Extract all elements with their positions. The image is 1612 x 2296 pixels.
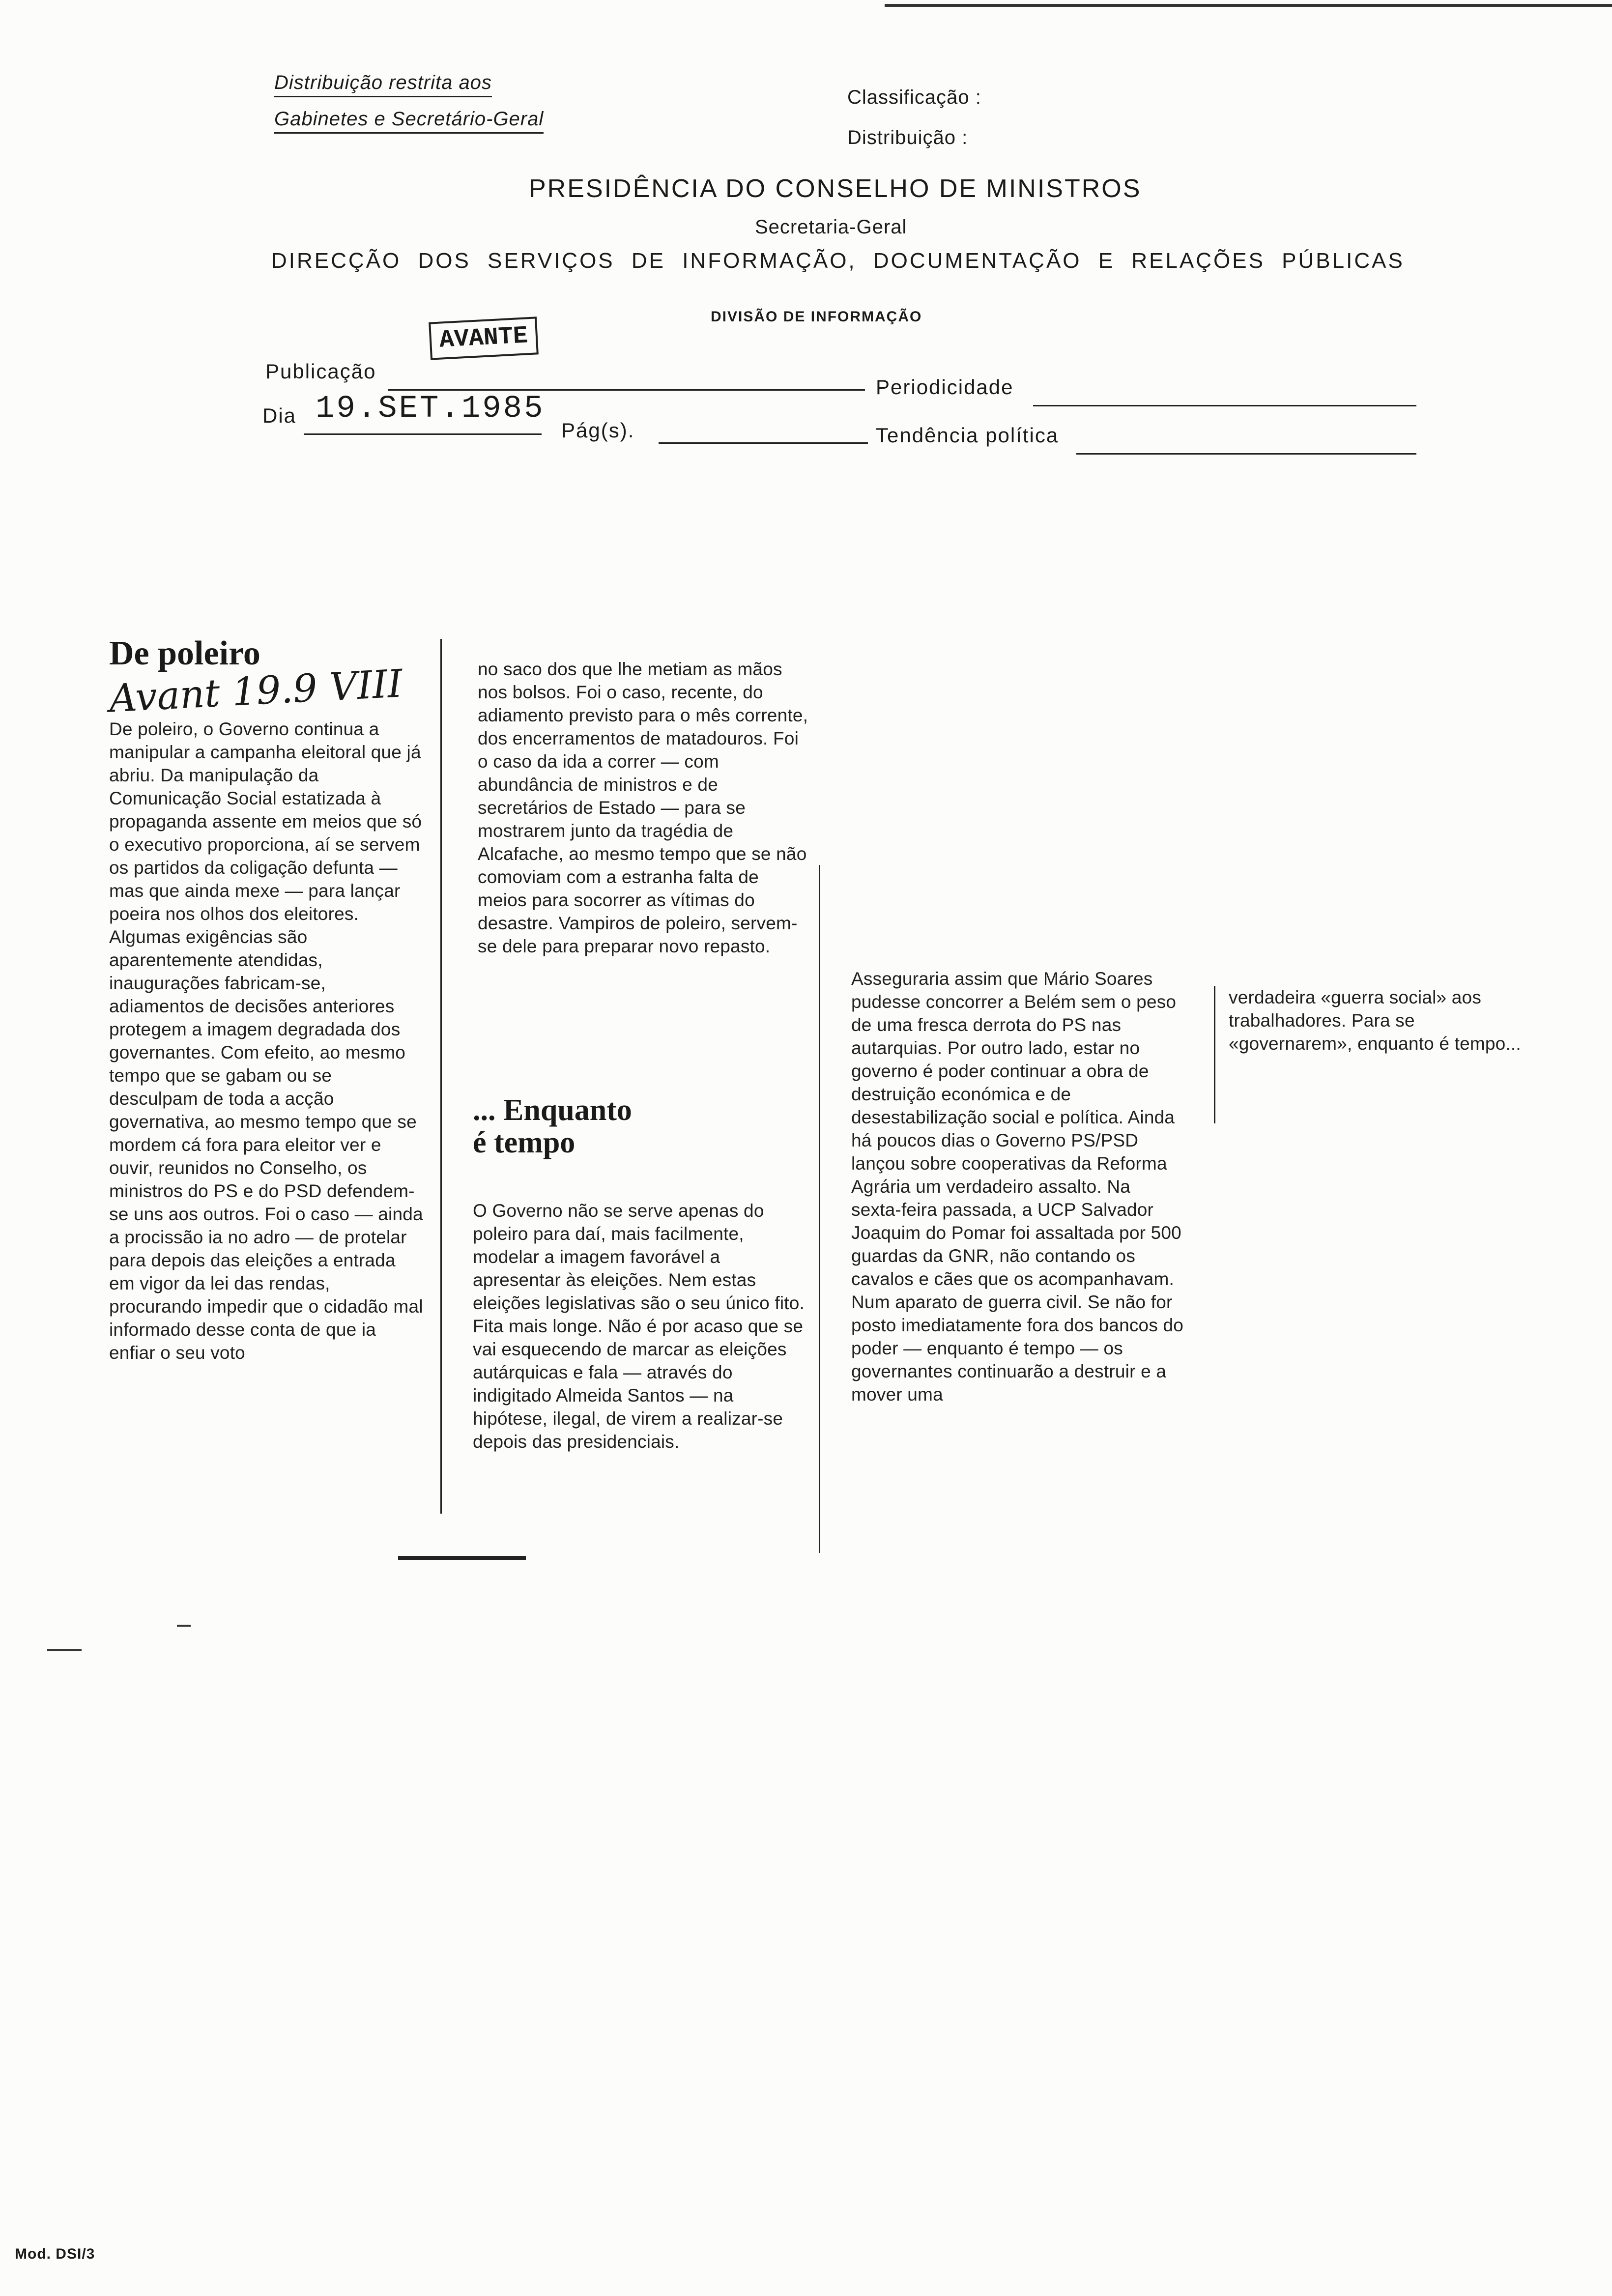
headline-enquanto-line-1: ... Enquanto xyxy=(473,1093,632,1127)
column-4-text: verdadeira «guerra social» aos trabalhadores. Para se «governarem», enquanto é tempo... xyxy=(1229,987,1521,1054)
headline-de-poleiro: De poleiro xyxy=(109,634,260,672)
headline-enquanto-e-tempo xyxy=(473,1094,632,1159)
column-divider-1 xyxy=(440,639,442,1514)
pages-label: Pág(s). xyxy=(561,419,635,442)
model-code: Mod. DSI/3 xyxy=(15,2246,95,2262)
pages-line xyxy=(659,442,868,444)
publication-stamp: AVANTE xyxy=(429,316,539,360)
handwritten-note: Avant 19.9 VIII xyxy=(108,661,404,721)
clipping-bottom-rule xyxy=(398,1556,526,1560)
column-2-top xyxy=(478,658,812,958)
tendency-label: Tendência política xyxy=(876,424,1059,447)
column-divider-2 xyxy=(819,865,820,1553)
day-line xyxy=(304,433,542,435)
periodicity-line xyxy=(1033,405,1416,406)
column-3-text: Asseguraria assim que Mário Soares pudesse concorrer a Belém sem o peso de uma fresca derrota do PS nas autarquias. Por outro lado, estar no governo é poder continuar a obra de destruição económica e de desestabilização social e política. Ainda há poucos dias o Governo PS/PSD lançou sobre cooperativas da Reforma Agrária um verdadeiro assalto. Na sexta-feira passada, a UCP Salvador Joaquim do Pomar foi assaltada por 500 guardas da GNR, não contando os cavalos e cães que os acompanhavam. Num aparato de guerra civil. Se não for posto imediatamente fora dos bancos do poder — enquanto é tempo — os governantes continuarão a destruir e a mover uma xyxy=(851,969,1184,1405)
column-3 xyxy=(851,967,1185,1406)
org-subtitle: Secretaria-Geral xyxy=(755,216,907,238)
column-2-bottom xyxy=(473,1199,807,1453)
directorate-title: DIRECÇÃO DOS SERVIÇOS DE INFORMAÇÃO, DOCUMENTAÇÃO E RELAÇÕES PÚBLICAS xyxy=(271,249,1405,273)
tendency-line xyxy=(1076,453,1416,455)
day-label: Dia xyxy=(262,404,297,427)
day-value: 19.SET.1985 xyxy=(316,391,545,427)
division-title: DIVISÃO DE INFORMAÇÃO xyxy=(711,309,922,325)
restricted-line-2: Gabinetes e Secretário-Geral xyxy=(274,108,544,134)
column-divider-3 xyxy=(1214,986,1215,1123)
restricted-distribution-note xyxy=(274,72,618,134)
column-2-top-text: no saco dos que lhe metiam as mãos nos bolsos. Foi o caso, recente, do adiamento previsto para o mês corrente, dos encerramentos de matadouros. Foi o caso da ida a correr — com abundância de ministros e de secretários de Estado — para se mostrarem junto da tragédia de Alcafache, ao mesmo tempo que se não comoviam com a estranha falta de meios para socorrer as vítimas do desastre. Vampiros de poleiro, servem-se dele para preparar novo repasto. xyxy=(478,659,808,956)
headline-enquanto-line-2: é tempo xyxy=(473,1126,576,1159)
column-2-bottom-text: O Governo não se serve apenas do poleiro para daí, mais facilmente, modelar a imagem favorável a apresentar às eleições. Nem estas eleições legislativas são o seu único fito. Fita mais longe. Não é por acaso que se vai esquecendo de marcar as eleições autárquicas e fala — através do indigitado Almeida Santos — na hipótese, ilegal, de virem a realizar-se depois das presidenciais. xyxy=(473,1201,805,1452)
org-title: PRESIDÊNCIA DO CONSELHO DE MINISTROS xyxy=(529,174,1142,203)
restricted-line-1: Distribuição restrita aos xyxy=(274,72,492,97)
publication-line xyxy=(388,389,865,391)
column-1 xyxy=(109,718,424,1364)
periodicity-label: Periodicidade xyxy=(876,375,1014,399)
distribution-label: Distribuição : xyxy=(847,127,968,148)
margin-mark xyxy=(47,1649,82,1651)
publication-label: Publicação xyxy=(265,360,376,383)
scan-edge-line xyxy=(885,4,1612,7)
margin-mark xyxy=(177,1625,191,1627)
column-4 xyxy=(1229,986,1543,1055)
column-1-text: De poleiro, o Governo continua a manipular a campanha eleitoral que já abriu. Da manipulação da Comunicação Social estatizada à propaganda assente em meios que só o executivo proporciona, aí se servem os partidos da coligação defunta — mas que ainda mexe — para lançar poeira nos olhos dos eleitores. Algumas exigências são aparentemente atendidas, inaugurações fabricam-se, adiamentos de decisões anteriores protegem a imagem degradada dos governantes. Com efeito, ao mesmo tempo que se gabam ou se desculpam de toda a acção governativa, ao mesmo tempo que se mordem cá fora para eleitor ver e ouvir, reunidos no Conselho, os ministros do PS e do PSD defendem-se uns aos outros. Foi o caso — ainda a procissão ia no adro — de protelar para depois das eleições a entrada em vigor da lei das rendas, procurando impedir que o cidadão mal informado desse conta de que ia enfiar o seu voto xyxy=(109,719,423,1363)
classification-label: Classificação : xyxy=(847,86,981,108)
